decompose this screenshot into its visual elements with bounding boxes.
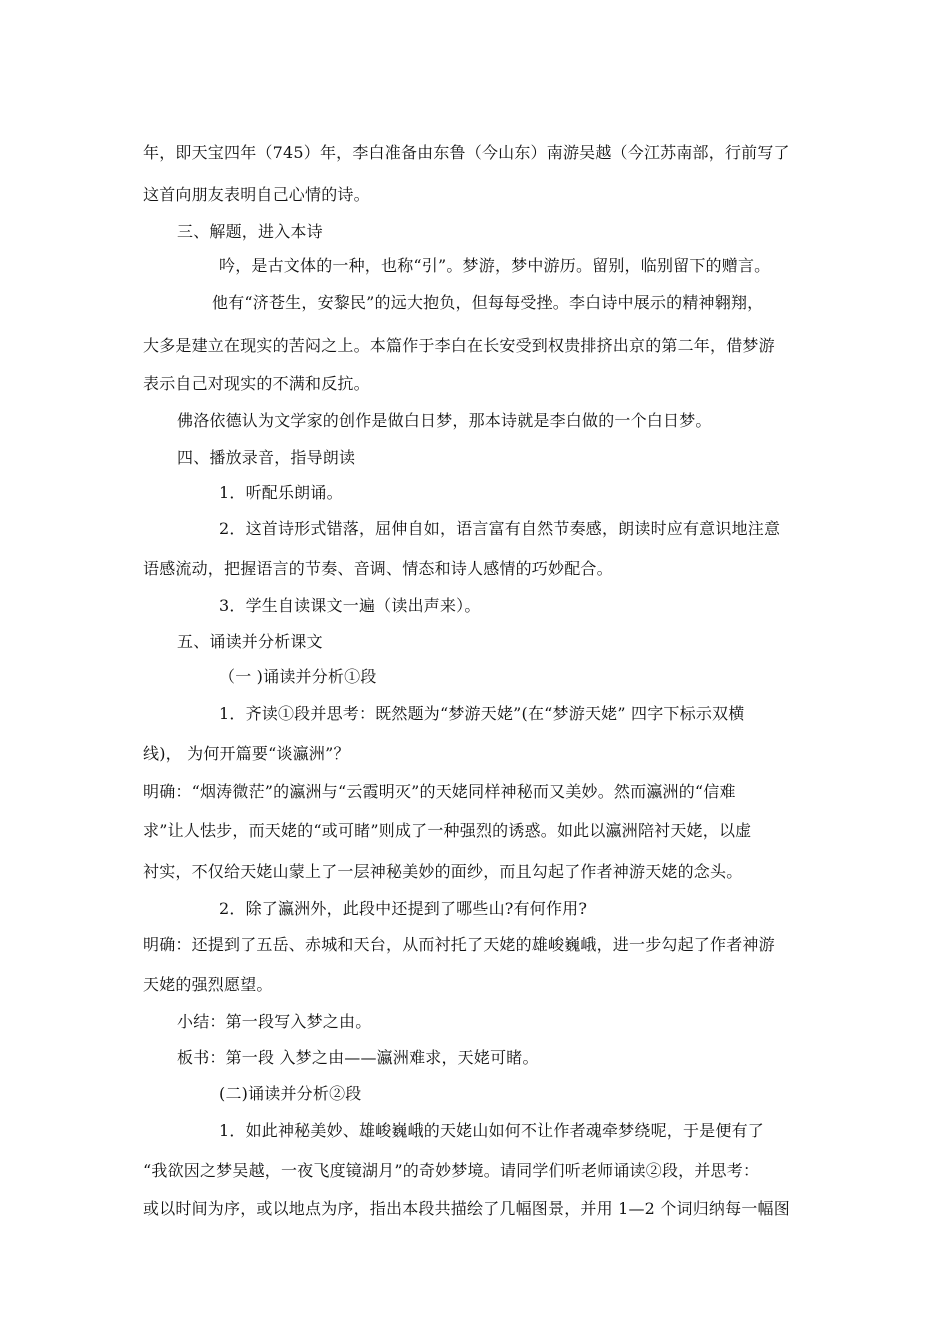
summary-line: 小结：第一段写入梦之由。	[177, 1012, 372, 1031]
subsection-heading-2: (二)诵读并分析②段	[219, 1084, 362, 1103]
text-line-10: 1．听配乐朗诵。	[219, 483, 343, 502]
text-line-2: 这首向朋友表明自己心情的诗。	[143, 185, 370, 204]
section-heading-5: 五、诵读并分析课文	[177, 632, 323, 651]
subsection-heading-1: （一 )诵读并分析①段	[219, 667, 377, 686]
text-line-16: 1．齐读①段并思考：既然题为“梦游天姥”(在“梦游天姥” 四字下标示双横	[219, 704, 745, 723]
text-line-12: 语感流动，把握语言的节奏、音调、情态和诗人感情的巧妙配合。	[143, 559, 613, 578]
text-line-17: 线)， 为何开篇要“谈瀛洲”？	[143, 744, 350, 763]
section-heading-3: 三、解题，进入本诗	[177, 222, 323, 241]
board-note-line: 板书：第一段 入梦之由——瀛洲难求，天姥可睹。	[177, 1048, 539, 1067]
text-line-21: 2．除了瀛洲外，此段中还提到了哪些山?有何作用?	[219, 899, 588, 918]
text-line-6: 大多是建立在现实的苦闷之上。本篇作于李白在长安受到权贵排挤出京的第二年，借梦游	[143, 336, 775, 355]
section-heading-4: 四、播放录音，指导朗读	[177, 448, 356, 467]
text-line-11: 2．这首诗形式错落，屈伸自如，语言富有自然节奏感，朗读时应有意识地注意	[219, 519, 781, 538]
text-line-18: 明确：“烟涛微茫”的瀛洲与“云霞明灭”的天姥同样神秘而又美妙。然而瀛洲的“信难	[143, 782, 736, 801]
text-line-1: 年，即天宝四年（745）年，李白准备由东鲁（今山东）南游吴越（今江苏南部，行前写了	[143, 143, 790, 162]
text-line-20: 衬实，不仅给天姥山蒙上了一层神秘美妙的面纱，而且勾起了作者神游天姥的念头。	[143, 862, 743, 881]
text-line-29: 或以时间为序，或以地点为序，指出本段共描绘了几幅图景，并用 1—2 个词归纳每一幅图	[143, 1199, 790, 1218]
text-line-8: 佛洛依德认为文学家的创作是做白日梦，那本诗就是李白做的一个白日梦。	[177, 411, 712, 430]
text-line-7: 表示自己对现实的不满和反抗。	[143, 374, 370, 393]
text-line-28: “我欲因之梦吴越，一夜飞度镜湖月”的奇妙梦境。请同学们听老师诵读②段，并思考：	[143, 1161, 760, 1180]
text-line-27: 1．如此神秘美妙、雄峻巍峨的天姥山如何不让作者魂牵梦绕呢，于是便有了	[219, 1121, 764, 1140]
text-line-5: 他有“济苍生，安黎民”的远大抱负，但每每受挫。李白诗中展示的精神翱翔，	[212, 293, 764, 312]
text-line-23: 天姥的强烈愿望。	[143, 975, 273, 994]
text-line-4: 吟，是古文体的一种，也称“引”。梦游，梦中游历。留别，临别留下的赠言。	[219, 256, 771, 275]
text-line-13: 3．学生自读课文一遍（读出声来）。	[219, 596, 481, 615]
text-line-19: 求”让人怯步，而天姥的“或可睹”则成了一种强烈的诱惑。如此以瀛洲陪衬天姥，以虚	[143, 821, 752, 840]
text-line-22: 明确：还提到了五岳、赤城和天台，从而衬托了天姥的雄峻巍峨，进一步勾起了作者神游	[143, 935, 775, 954]
